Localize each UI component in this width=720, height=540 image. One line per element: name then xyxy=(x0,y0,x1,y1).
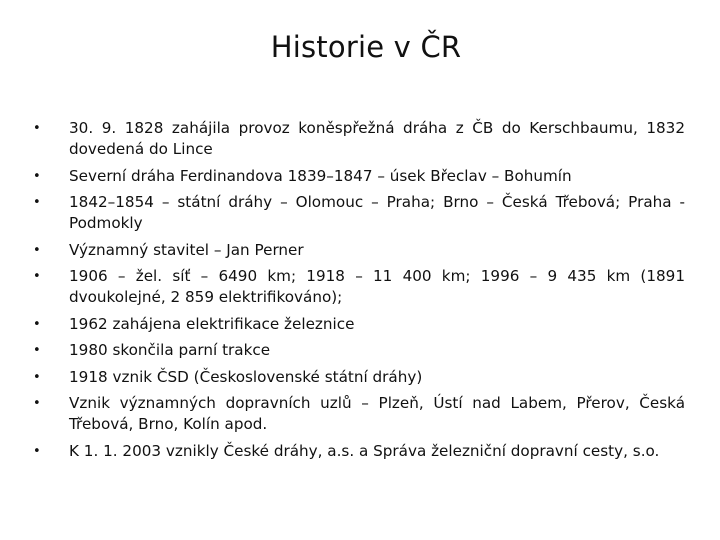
bullet-dot-icon: • xyxy=(33,168,41,184)
bullet-text: Vznik významných dopravních uzlů – Plzeň, Ústí nad Labem, Přerov, Česká Třebová, Brno, Kolín apod. xyxy=(69,394,685,433)
bullet-item xyxy=(30,393,685,435)
bullet-item xyxy=(30,340,685,361)
bullet-dot-icon: • xyxy=(33,121,41,136)
bullet-dot-icon: • xyxy=(33,195,41,210)
bullet-text: 1962 zahájena elektrifikace železnice xyxy=(69,314,355,333)
bullet-dot-icon: • xyxy=(33,443,41,459)
bullet-dot-icon: • xyxy=(33,242,41,258)
bullet-dot-icon: • xyxy=(33,269,41,284)
bullet-text: Severní dráha Ferdinandova 1839–1847 – úsek Břeclav – Bohumín xyxy=(69,166,572,185)
bullet-text: 1980 skončila parní trakce xyxy=(69,341,271,359)
bullet-dot-icon: • xyxy=(33,369,41,385)
bullet-text: 1842–1854 – státní dráhy – Olomouc – Praha; Brno – Česká Třebová; Praha - Podmokly xyxy=(69,193,685,232)
bullet-text: K 1. 1. 2003 vznikly České dráhy, a.s. a Správa železniční dopravní cesty, s.o. xyxy=(69,441,660,460)
bullet-text: 30. 9. 1828 zahájila provoz koněspřežná dráha z ČB do Kerschbaumu, 1832 dovedená do Lince xyxy=(69,119,685,158)
bullet-text: 1906 – žel. síť – 6490 km; 1918 – 11 400 km; 1996 – 9 435 km (1891 dvoukolejné, 2 859 elektrifikováno); xyxy=(69,267,685,306)
bullet-dot-icon: • xyxy=(33,343,41,358)
bullet-text: Významný stavitel – Jan Perner xyxy=(69,240,304,259)
bullet-item xyxy=(30,192,685,234)
slide-title: Historie v ČR xyxy=(270,30,462,64)
bullet-dot-icon: • xyxy=(33,396,41,411)
bullet-item xyxy=(30,314,685,335)
bullet-item xyxy=(30,240,685,261)
bullet-item xyxy=(30,118,685,160)
bullet-text: 1918 vznik ČSD (Československé státní dráhy) xyxy=(69,367,423,386)
bullet-list xyxy=(30,118,685,467)
bullet-item xyxy=(30,266,685,308)
bullet-item xyxy=(30,166,685,187)
bullet-item xyxy=(30,367,685,388)
bullet-dot-icon: • xyxy=(33,316,41,332)
bullet-item xyxy=(30,441,685,462)
